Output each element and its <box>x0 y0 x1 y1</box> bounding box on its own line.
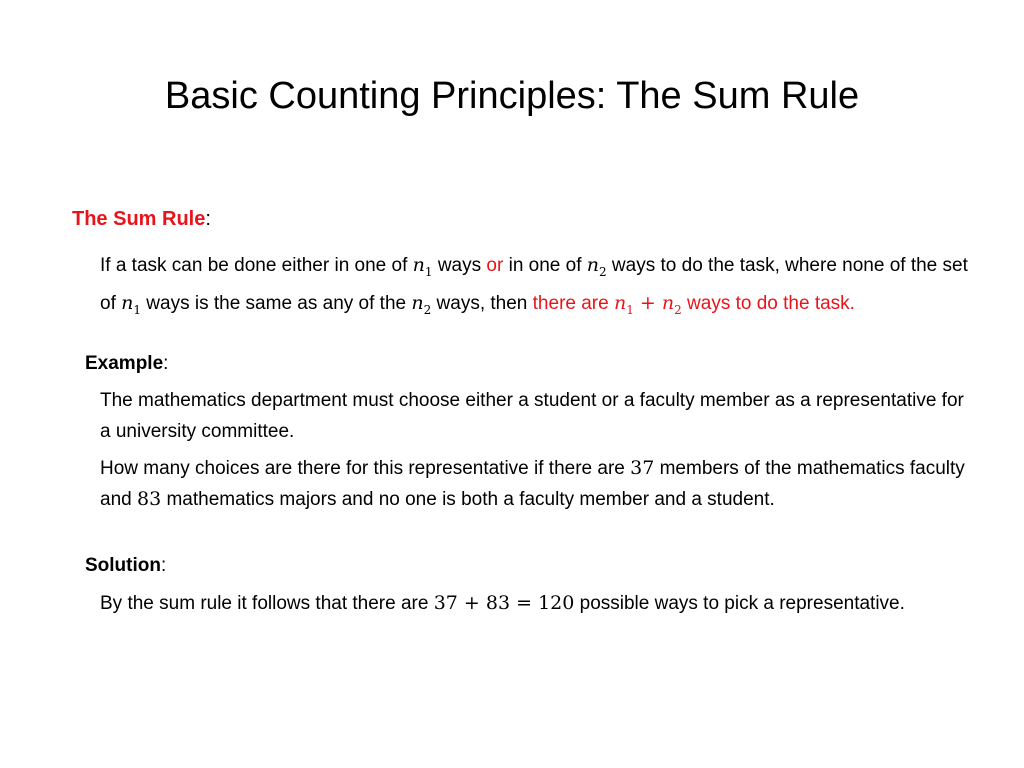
sum-rule-heading <box>72 206 211 232</box>
var-n2: $n_2$ <box>586 254 607 279</box>
heading-colon: : <box>205 208 211 230</box>
var-n2: $n_2$ <box>411 291 432 317</box>
var-n1: $n_1$ <box>121 291 142 317</box>
sum-rule-statement <box>100 250 970 326</box>
rule-or-word: or <box>486 255 504 276</box>
solution-paragraph: By the sum rule it follows that there are 37 + 83 = 120 possible ways to pick a representative. <box>100 592 905 614</box>
rule-text-3: in one of <box>503 255 587 276</box>
solution-expression: 37 + 83 = 120 <box>433 592 575 614</box>
rule-text-2: ways <box>432 255 487 276</box>
example-paragraph-1: The mathematics department must choose either a student or a faculty member as a representative for a university committee. <box>100 390 964 442</box>
rule-conclusion: there are $n_1 + n_2$ ways to do the task. <box>532 291 855 317</box>
example-paragraph-2: How many choices are there for this representative if there are 37 members of the mathematics faculty and 83 mathematics majors and no one is both a faculty member and a student. <box>100 457 965 510</box>
var-n1: $n_1$ <box>412 254 433 279</box>
example-label: Example: <box>85 353 169 374</box>
rule-text-5: ways is the same as any of the <box>141 292 412 314</box>
slide-title: Basic Counting Principles: The Sum Rule <box>164 75 860 117</box>
rule-text-6: ways, then <box>431 292 533 314</box>
sum-rule-heading-text: The Sum Rule <box>72 208 206 230</box>
rule-text-1: If a task can be done either in one of <box>100 255 413 276</box>
solution-label: Solution: <box>85 555 167 576</box>
rule-text-4: ways to do the task, where none of the set of <box>100 255 968 314</box>
